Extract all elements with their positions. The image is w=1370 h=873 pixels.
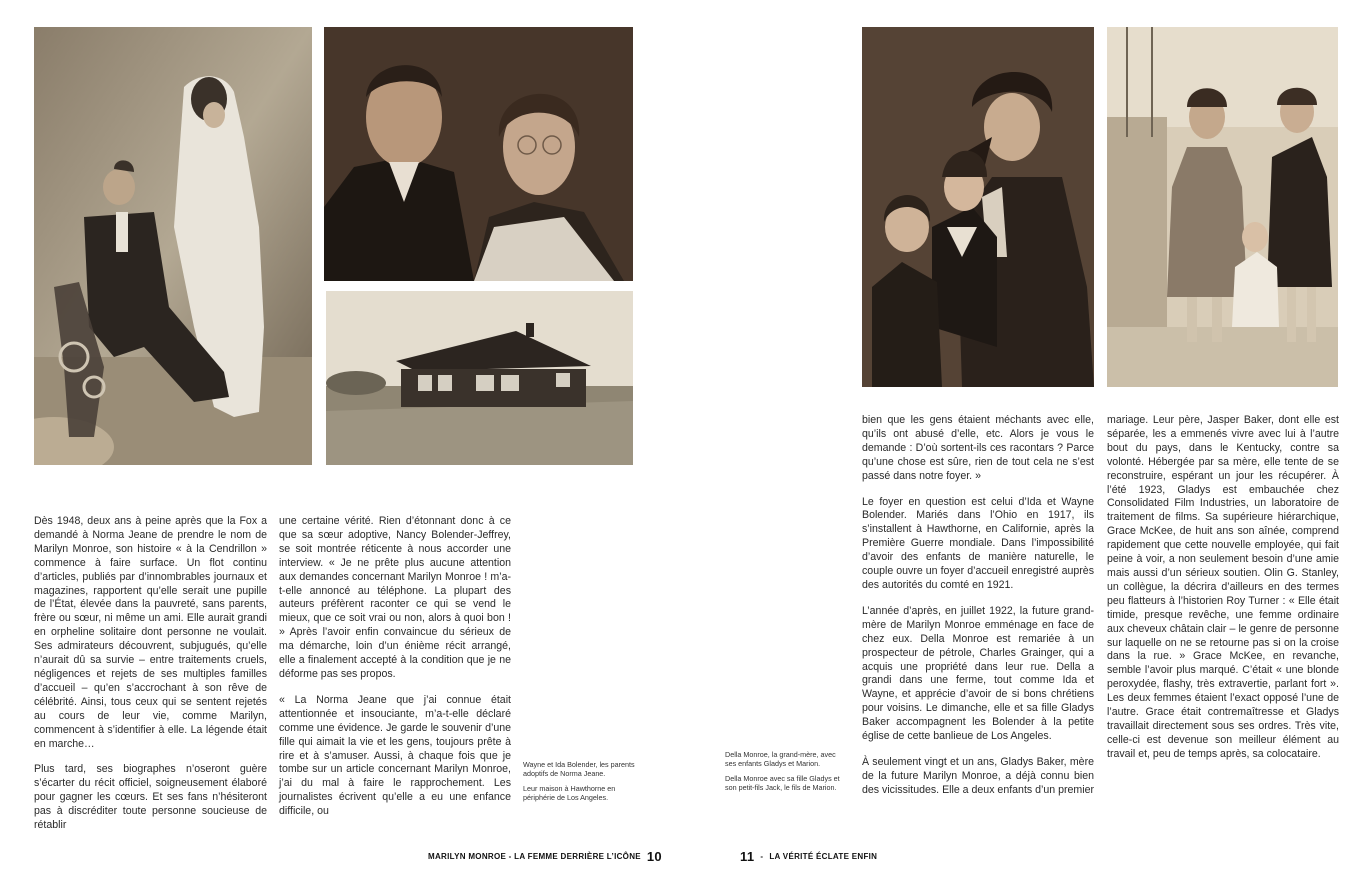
caption-hawthorne-house: Leur maison à Hawthorne en périphérie de Los Angeles.	[523, 784, 616, 802]
right-photo-captions	[725, 750, 843, 798]
page-number: 11	[740, 849, 755, 864]
paragraph: Le foyer en question est celui d’Ida et Wayne Bolender. Mariés dans l’Ohio en 1917, ils s’installent à Hawthorne, en Californie, après la Première Guerre mondiale. Dans l’impossibilité d’avoir des enfants de manière naturelle, le couple ouvre un foyer d’accueil enregistré auprès des autorités du comté en 1921.	[862, 495, 1094, 591]
paragraph: Dès 1948, deux ans à peine après que la Fox a demandé à Norma Jeane de prendre le nom de Marilyn Monroe, son histoire « à la Cendrillon » commence à faire surface. Un flot continu d’articles, publiés par d’innombrables journaux et magazines, rapportent qu’elle serait une pupille de l’État, élevée dans la pauvreté, sans parents, frère ou sœur, ni même un ami. Elle aurait grandi en orpheline solitaire dont personne ne voulait. Ses admirateurs découvrent, subjugués, qu’elle n’aurait dû sa survie – entre traitements cruels, négligences et rejets de ses multiples familles d’accueil – qu’en s’accrochant à son rêve de célébrité. Ainsi, tous ceux qui se sentent rejetés au cours de leur vie, comme Marilyn, commencent à s’identifier à elle. La légende était en marche…	[34, 515, 267, 750]
caption-della-gladys-jack: Della Monroe avec sa fille Gladys et son petit-fils Jack, le fils de Marion.	[725, 774, 840, 792]
photo-wedding-couple	[34, 27, 312, 465]
paragraph: bien que les gens étaient méchants avec elle, qu’ils ont abusé d’elle, etc. Alors je vous le demande : D’où sortent-ils ces racontars ? Parce qu’une chose est sûre, rien de tout cela ne s’est passé dans notre foyer. »	[862, 414, 1094, 482]
right-footer	[740, 849, 877, 864]
left-photo-captions	[523, 760, 635, 808]
left-footer	[428, 849, 662, 864]
paragraph: une certaine vérité. Rien d’étonnant donc à ce que sa sœur adoptive, Nancy Bolender-Jeffrey, se soit montrée réticente à nous accorder une interview. « Je ne prête plus aucune attention aux demandes concernant Marilyn Monroe ! m’a-t-elle annoncé au téléphone. La plupart des auteurs préfèrent raconter ce qui se vend le mieux, que ce soit vrai ou non, alors à quoi bon ! » Après l’avoir enfin convaincue du sérieux de ma démarche, loin d’un énième récit arrangé, elle a finalement accepté à la condition que je ne déforme pas ses propos.	[279, 515, 511, 680]
paragraph: « La Norma Jeane que j’ai connue était attentionnée et insouciante, m’a-t-elle déclaré comme une évidence. Je garde le souvenir d’une fille qui aimait la vie et les gens, toujours prête à rire et à s’amuser. Aussi, à chaque fois que je tombe sur un article concernant Marilyn Monroe, j’ai du mal à faire le rapprochement. Les journalistes écrivent qu’elle a eu une enfance difficile, ou	[279, 693, 511, 818]
photo-della-monroe-children	[862, 27, 1094, 387]
page-number: 10	[646, 849, 662, 864]
photo-hawthorne-house	[326, 291, 633, 465]
paragraph: mariage. Leur père, Jasper Baker, dont elle est séparée, les a emmenés vivre avec lui à l’autre bout du pays, dans le Kentucky, contre sa volonté. Hébergée par sa mère, elle tente de se reconstruire, espérant un jour les récupérer. À l’été 1923, Gladys est embauchée chez Consolidated Film Industries, un laboratoire de traitement de films. Sa supérieure hiérarchique, Grace McKee, de huit ans son aînée, comprend rapidement que cette nouvelle employée, qui fait peine à voir, a non seulement besoin d’une amie mais aussi d’un sérieux soutien. Olin G. Stanley, un collègue, la décrira d’ailleurs en des termes peu flatteurs à l’historien Roy Turner : « Elle était timide, presque revêche, une femme ordinaire aux cheveux châtain clair – le genre de personne sur laquelle on ne se retourne pas si on la croise dans la rue. » Grace McKee, en revanche, semble l’avoir plus marqué. C’était « une blonde peroxydée, flashy, très extravertie, parlant fort ». Les deux femmes étaient l’exact opposé l’une de l’autre. Grace était contremaîtresse et Gladys travaillait directement sous ses ordres. Très vite, celle-ci est devenue son meilleur élément au travail et, peu de temps après, sa colocataire.	[1107, 414, 1339, 760]
left-text-column-1	[34, 515, 267, 845]
right-text-column-2	[1107, 414, 1339, 774]
right-text-column-1	[862, 414, 1094, 810]
photo-wayne-ida-bolender	[324, 27, 633, 281]
running-title: MARILYN MONROE - LA FEMME DERRIÈRE L’ICÔNE	[428, 852, 641, 861]
photo-della-gladys-jack	[1107, 27, 1338, 387]
paragraph: L’année d’après, en juillet 1922, la future grand-mère de Marilyn Monroe emménage en face de chez eux. Della Monroe est remariée à un prospecteur de pétrole, Charles Grainger, qui a acquis une propriété dans leur rue. Della a grandi dans une ferme, tout comme Ida et Wayne, et apprécie d’avoir de si bons chrétiens pour voisins. Le dimanche, elle et sa fille Gladys Baker accompagnent les Bolender à la petite église de cette banlieue de Los Angeles.	[862, 604, 1094, 743]
caption-della-children: Della Monroe, la grand-mère, avec ses enfants Gladys et Marion.	[725, 750, 836, 768]
caption-bolender-parents: Wayne et Ida Bolender, les parents adoptifs de Norma Jeane.	[523, 760, 635, 778]
paragraph: À seulement vingt et un ans, Gladys Baker, mère de la future Marilyn Monroe, a déjà connu bien des vicissitudes. Elle a deux enfants d’un premier	[862, 755, 1095, 796]
right-page	[685, 0, 1370, 873]
running-title: LA VÉRITÉ ÉCLATE ENFIN	[769, 852, 878, 861]
footer-separator: -	[760, 852, 764, 861]
paragraph: Plus tard, ses biographes n’oseront guère s’écarter du récit officiel, soigneusement élaboré pour gagner les cœurs. Et ses fans n’hésiteront pas à discréditer toute personne soucieuse de rétablir	[34, 763, 267, 832]
left-text-column-2	[279, 515, 511, 831]
